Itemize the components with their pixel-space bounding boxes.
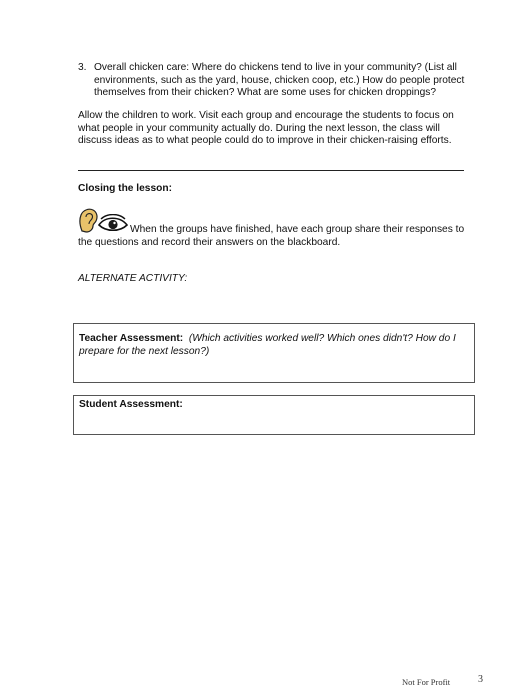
- footer-not-for-profit: Not For Profit: [402, 677, 451, 687]
- teacher-assessment-note: (Which activities worked well? Which ones didn't? How do I prepare for the next lesson?): [79, 333, 456, 357]
- list-number: 3.: [78, 62, 87, 73]
- page-number: 3: [478, 674, 483, 685]
- work-paragraph: Allow the children to work. Visit each group and encourage the students to focus on what people in your community actually do. During the next lesson, the class will discuss ideas as to what people could do to improve in their chicken-raising efforts.: [78, 110, 454, 147]
- teacher-assessment-label: Teacher Assessment:: [79, 333, 184, 344]
- list-item-text: Overall chicken care: Where do chickens tend to live in your community? (List all environments, such as the yard, house, chicken coop, etc.) How do people protect themselves from their chicken? What are some uses for chicken droppings?: [94, 62, 465, 99]
- horizontal-divider: [78, 170, 464, 171]
- alternate-activity-heading: ALTERNATE ACTIVITY:: [78, 273, 188, 284]
- teacher-assessment-box: [73, 323, 475, 383]
- student-assessment-box: [73, 395, 475, 435]
- closing-heading: Closing the lesson:: [78, 183, 172, 194]
- student-assessment-label: Student Assessment:: [79, 399, 183, 410]
- closing-instructions: When the groups have finished, have each group share their responses to the questions and record their answers on the blackboard.: [78, 224, 465, 248]
